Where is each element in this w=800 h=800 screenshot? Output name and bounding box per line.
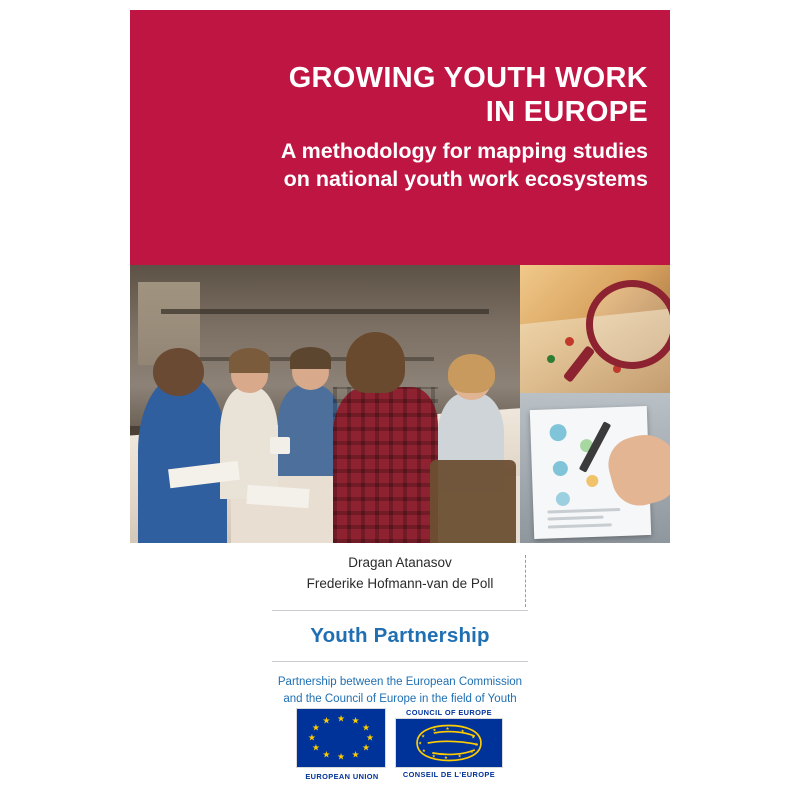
svg-text:★: ★ [443, 754, 448, 760]
author-divider [525, 555, 526, 607]
photo-person-4-plaid-pattern [333, 387, 438, 543]
svg-text:★: ★ [421, 748, 426, 754]
page-title-line1: GROWING YOUTH WORK [288, 62, 648, 94]
cover-image-collage [130, 265, 670, 543]
svg-text:★: ★ [418, 740, 423, 746]
eu-flag-icon: ★ ★ ★ ★ ★ ★ ★ ★ ★ ★ ★ ★ [296, 708, 386, 768]
title-banner [130, 10, 670, 265]
diagram-bubble-4 [586, 475, 598, 487]
map-pin-green [547, 355, 555, 363]
partnership-divider-bottom [272, 661, 528, 662]
diagram-line-1 [547, 508, 620, 514]
coe-caption-bottom: CONSEIL DE L'EUROPE [402, 770, 496, 779]
photo-person-2-hair [229, 348, 270, 373]
magnifying-glass-map-pins-photo [520, 265, 670, 393]
svg-text:★: ★ [445, 726, 450, 732]
photo-chair [430, 460, 516, 543]
diagram-line-2 [548, 516, 604, 521]
hand-drawing-diagram-photo [520, 393, 670, 543]
photo-person-1-body [138, 376, 228, 543]
coe-caption-top: COUNCIL OF EUROPE [406, 708, 492, 717]
diagram-bubble-3 [553, 460, 569, 476]
svg-text:★: ★ [421, 733, 426, 739]
logo-row [130, 708, 670, 781]
svg-text:★: ★ [431, 753, 436, 759]
book-cover [130, 10, 670, 790]
page-subtitle-line1: A methodology for mapping studies [280, 139, 648, 164]
svg-text:★: ★ [474, 742, 479, 748]
map-pin-red-1 [565, 337, 574, 346]
european-union-logo [296, 708, 388, 781]
author-list [130, 553, 670, 595]
partnership-divider-top [272, 610, 528, 611]
page-title-line2: IN EUROPE [485, 95, 648, 128]
photo-person-4-hair [346, 332, 405, 393]
diagram-bubble-5 [556, 491, 570, 505]
photo-shelf-upper [161, 309, 489, 314]
council-of-europe-logo [394, 708, 504, 779]
photo-person-5-hair [448, 354, 495, 393]
partnership-block [130, 610, 670, 707]
svg-text:★: ★ [457, 753, 462, 759]
partnership-description-line2: and the Council of Europe in the field of Youth [283, 692, 517, 705]
partnership-description-line1: Partnership between the European Commission [277, 676, 523, 688]
author-name: Dragan Atanasov [348, 555, 452, 570]
diagram-line-3 [548, 523, 612, 528]
photo-cup [270, 437, 290, 454]
partnership-title: Youth Partnership [310, 624, 490, 647]
svg-text:★: ★ [432, 727, 437, 733]
title-block [130, 62, 648, 193]
magnifier-lens [586, 280, 670, 368]
page-subtitle-line2: on national youth work ecosystems [283, 166, 648, 191]
photo-person-3-body [278, 385, 340, 477]
photo-person-3-hair [290, 347, 331, 369]
coe-emblem-icon [410, 724, 488, 762]
classroom-group-discussion-photo [130, 265, 520, 543]
svg-text:★: ★ [469, 748, 474, 754]
coe-flag-icon [395, 718, 503, 768]
svg-text:★: ★ [471, 734, 476, 740]
photo-person-1-head [153, 348, 204, 395]
svg-text:★: ★ [460, 728, 465, 734]
author-name: Frederike Hofmann-van de Poll [306, 575, 494, 591]
eu-logo-caption: EUROPEAN UNION [305, 772, 379, 781]
diagram-bubble-1 [549, 424, 567, 442]
